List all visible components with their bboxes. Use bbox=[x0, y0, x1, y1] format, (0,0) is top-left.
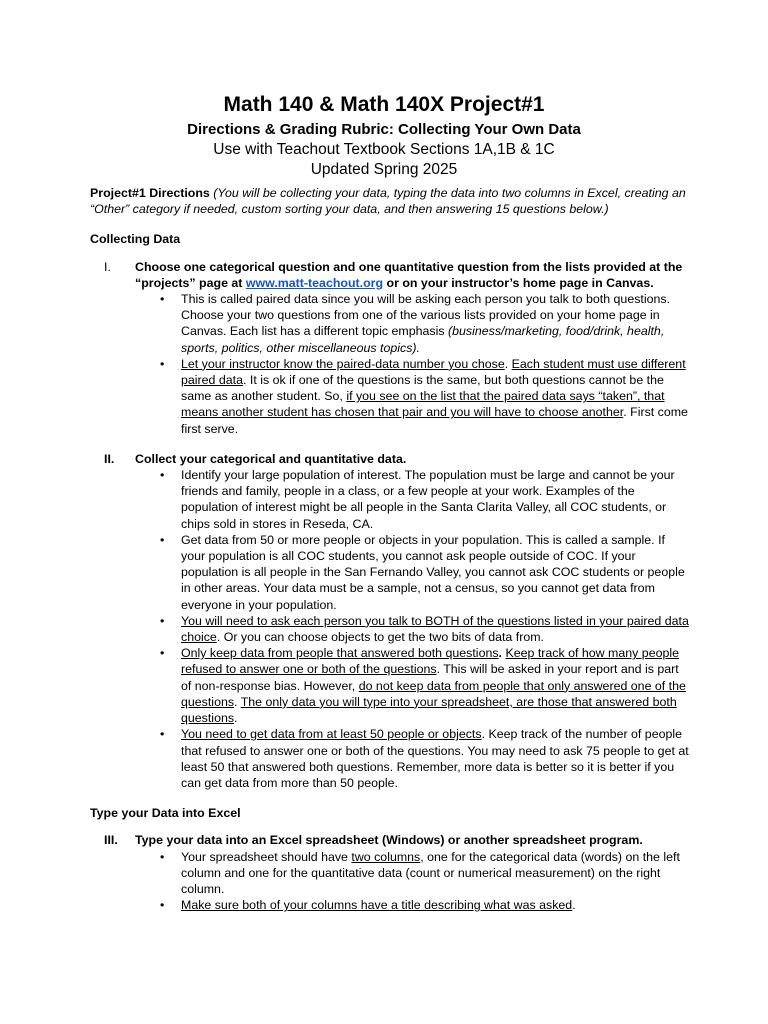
bullet-text-underlined: You will need to ask each person you talk to BOTH of the questions listed in your paired data choice bbox=[181, 613, 689, 645]
bullet-text: . bbox=[234, 711, 238, 726]
item-body bbox=[135, 259, 690, 437]
item-heading-text: or on your instructor’s home page in Canvas. bbox=[383, 275, 654, 290]
item-body bbox=[135, 832, 690, 913]
item-heading: Type your data into an Excel spreadsheet (Windows) or another spreadsheet program. bbox=[135, 833, 643, 848]
bullet-text: . Or you can choose objects to get the two bits of data from. bbox=[216, 630, 544, 645]
bullet-text-underlined: two columns bbox=[351, 849, 421, 864]
bullet-item bbox=[156, 645, 690, 726]
item-body bbox=[135, 451, 690, 791]
bullet-item bbox=[156, 849, 690, 898]
list-item-3 bbox=[90, 832, 690, 913]
bullet-item bbox=[156, 897, 690, 913]
bullet-text: . bbox=[572, 898, 576, 913]
bullet-text-underlined: Keep track of how many people refused to answer one or both of the questions bbox=[181, 646, 680, 677]
document-header bbox=[0, 92, 768, 180]
bullet-list bbox=[135, 849, 690, 914]
bullet-item bbox=[156, 291, 690, 356]
bullet-text: . This will be asked in your report and is part of non-response bias. However, bbox=[181, 662, 679, 693]
item-number: I. bbox=[104, 259, 111, 274]
bullet-item bbox=[156, 613, 690, 645]
textbook-line: Use with Teachout Textbook Sections 1A,1B & 1C bbox=[213, 141, 555, 158]
bullet-item bbox=[156, 726, 690, 791]
bullet-text: Your spreadsheet should have bbox=[181, 849, 352, 864]
bullet-text-underlined: do not keep data from people that only answered one of the questions bbox=[181, 678, 686, 709]
item-heading bbox=[135, 259, 690, 291]
bullet-text-underlined: You need to get data from at least 50 people or objects bbox=[181, 727, 482, 742]
bullet-text-underlined: Make sure both of your columns have a title describing what was asked bbox=[181, 898, 573, 913]
bullet-text-underlined: Each student must use different paired data bbox=[181, 356, 686, 388]
item-heading: Collect your categorical and quantitative data. bbox=[135, 451, 407, 466]
list-item-1 bbox=[90, 259, 690, 437]
bullet-list bbox=[135, 291, 690, 437]
document-title: Math 140 & Math 140X Project#1 bbox=[223, 93, 545, 116]
bullet-text: . First come first serve. bbox=[181, 405, 688, 436]
bullet-list bbox=[135, 467, 690, 791]
bullet-text-italic: (business/marketing, food/drink, health, sports, politics, other miscellaneous topics). bbox=[181, 324, 665, 355]
bullet-text: , one for the categorical data (words) on the left column and one for the quantitative data (count or numerical measurement) on the right column. bbox=[181, 849, 680, 896]
section-heading-collecting: Collecting Data bbox=[90, 232, 181, 247]
bullet-text: . bbox=[504, 356, 512, 371]
bullet-item bbox=[156, 356, 690, 437]
bullet-text: . It is ok if one of the questions is the same, but both questions cannot be the same as another student. So, bbox=[181, 373, 664, 404]
bullet-text-underlined: Let your instructor know the paired-data number you chose bbox=[181, 356, 505, 371]
bullet-text-underlined: Only keep data from people that answered both questions bbox=[181, 646, 499, 661]
directions-note: (You will be collecting your data, typing the data into two columns in Excel, creating an “Other” category if needed, custom sorting your data, and then answering 15 questions below.) bbox=[90, 186, 686, 217]
bullet-text: . Keep track of the number of people that refused to answer one or both of the questions. You may need to ask 75 people to get at least 50 that answered both questions. Remember, more data is better so it is better if you can get data from more than 50 people. bbox=[181, 727, 689, 790]
bullet-text-underlined: The only data you will type into your spreadsheet, are those that answered both questions bbox=[181, 694, 677, 726]
updated-line: Updated Spring 2025 bbox=[310, 161, 458, 178]
document-subtitle: Directions & Grading Rubric: Collecting Your Own Data bbox=[187, 121, 581, 138]
bullet-item: • Identify your large population of interest. The population must be large and cannot be your friends and family, people in a class, or a few people at your work. Examples of the population of interest might be all people in the Santa Clarita Valley, all COC students, or chips sold in stores in Reseda, CA. bbox=[156, 467, 690, 532]
item-number: III. bbox=[104, 833, 118, 848]
website-link[interactable]: www.matt-teachout.org bbox=[245, 275, 384, 290]
bullet-text-underlined: if you see on the list that the paired data says “taken”, that means another student has chosen that pair and you will have to choose another bbox=[181, 389, 665, 420]
bullet-text: . bbox=[234, 694, 241, 709]
section-heading-excel: Type your Data into Excel bbox=[90, 806, 241, 821]
directions-paragraph bbox=[90, 185, 690, 217]
bullet-item: • Get data from 50 or more people or objects in your population. This is called a sample. If your population is all COC students, you cannot ask people outside of COC. If your population is all people in the San Fernando Valley, you cannot ask COC students or people in other areas. Your data must be a sample, not a census, so you cannot get data from everyone in your population. bbox=[156, 532, 690, 613]
document-body bbox=[90, 185, 690, 915]
directions-label: Project#1 Directions bbox=[90, 186, 210, 200]
item-heading-text: Choose one categorical question and one quantitative question from the lists provided at the “projects” page at bbox=[135, 259, 683, 290]
bullet-text: . bbox=[498, 646, 506, 661]
item-number: II. bbox=[104, 451, 115, 466]
list-item-2 bbox=[90, 451, 690, 791]
bullet-text: This is called paired data since you will be asking each person you talk to both questions. Choose your two questions from one of the various lists provided on your home page in Canvas. Each list has a different topic emphasis bbox=[181, 292, 671, 339]
